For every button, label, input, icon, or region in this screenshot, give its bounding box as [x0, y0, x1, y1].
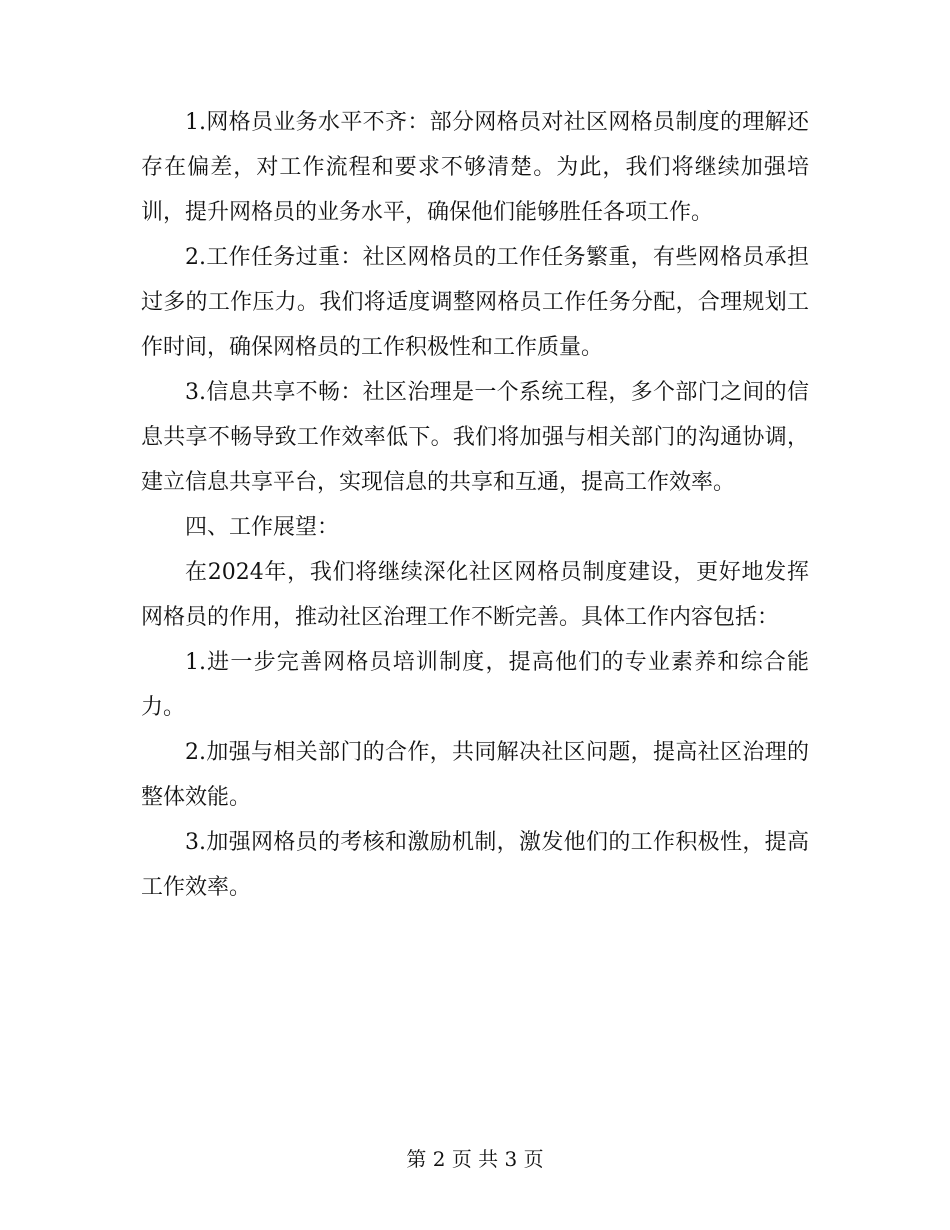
paragraph-issue-workload: 2.工作任务过重：社区网格员的工作任务繁重，有些网格员承担过多的工作压力。我们将适度调整网格员工作任务分配，合理规划工作时间，确保网格员的工作积极性和工作质量。	[141, 245, 809, 360]
paragraph-issue-skill-level: 1.网格员业务水平不齐：部分网格员对社区网格员制度的理解还存在偏差，对工作流程和要求不够清楚。为此，我们将继续加强培训，提升网格员的业务水平，确保他们能够胜任各项工作。	[141, 110, 809, 225]
section-heading-outlook: 四、工作展望：	[185, 515, 340, 540]
document-body	[141, 100, 809, 910]
paragraph-outlook-item-1: 1.进一步完善网格员培训制度，提高他们的专业素养和综合能力。	[141, 650, 809, 720]
page-number-label: 第 2 页 共 3 页	[406, 1147, 544, 1171]
paragraph-outlook-item-2: 2.加强与相关部门的合作，共同解决社区问题，提高社区治理的整体效能。	[141, 740, 809, 810]
page-footer	[0, 1145, 950, 1173]
paragraph-issue-info-sharing: 3.信息共享不畅：社区治理是一个系统工程，多个部门之间的信息共享不畅导致工作效率低下。我们将加强与相关部门的沟通协调，建立信息共享平台，实现信息的共享和互通，提高工作效率。	[141, 380, 809, 495]
paragraph-outlook-item-3: 3.加强网格员的考核和激励机制，激发他们的工作积极性，提高工作效率。	[141, 830, 809, 900]
paragraph-outlook-intro: 在2024年，我们将继续深化社区网格员制度建设，更好地发挥网格员的作用，推动社区治理工作不断完善。具体工作内容包括：	[141, 560, 809, 630]
